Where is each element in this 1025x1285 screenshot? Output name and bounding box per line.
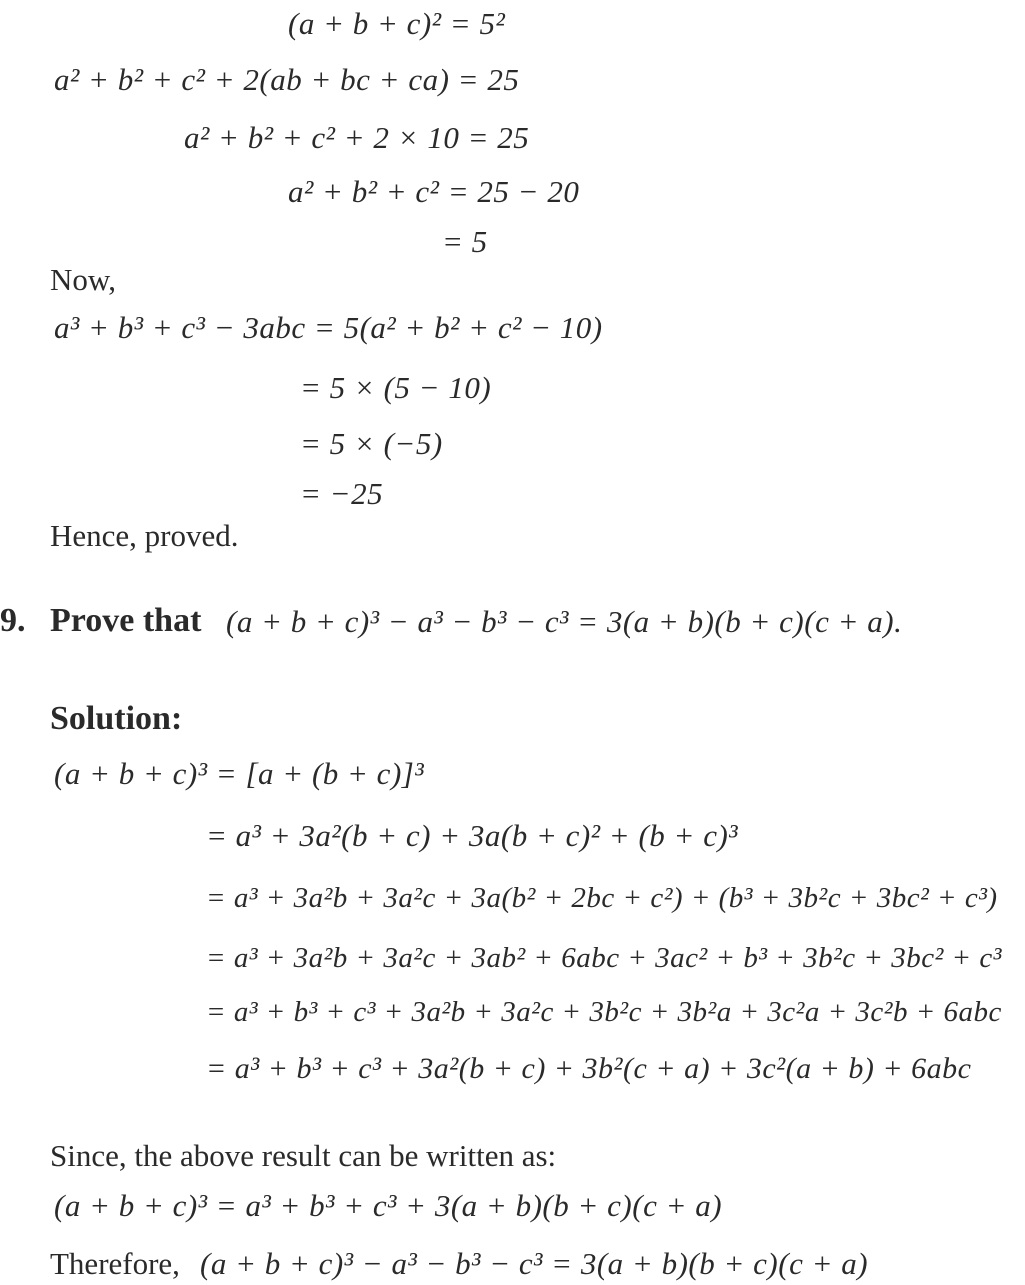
equation-line-6: a³ + b³ + c³ − 3abc = 5(a² + b² + c² − 10) <box>54 310 603 345</box>
solution-line-6: = a³ + b³ + c³ + 3a²(b + c) + 3b²(c + a) + 3c²(a + b) + 6abc <box>206 1052 972 1085</box>
question-expression: (a + b + c)³ − a³ − b³ − c³ = 3(a + b)(b + c)(c + a). <box>226 604 903 639</box>
solution-label: Solution: <box>50 700 183 737</box>
question-prefix: Prove that <box>50 602 202 639</box>
equation-line-5: = 5 <box>442 224 488 259</box>
question-number: 9. <box>0 602 26 639</box>
solution-line-1: (a + b + c)³ = [a + (b + c)]³ <box>54 756 425 791</box>
therefore-expression: (a + b + c)³ − a³ − b³ − c³ = 3(a + b)(b + c)(c + a) <box>200 1246 869 1281</box>
equation-line-3: a² + b² + c² + 2 × 10 = 25 <box>184 120 530 155</box>
solution-line-2: = a³ + 3a²(b + c) + 3a(b + c)² + (b + c)³ <box>206 818 739 853</box>
solution-line-5: = a³ + b³ + c³ + 3a²b + 3a²c + 3b²c + 3b²a + 3c²a + 3c²b + 6abc <box>206 996 1002 1028</box>
equation-line-1: (a + b + c)² = 5² <box>288 6 506 41</box>
equation-line-2: a² + b² + c² + 2(ab + bc + ca) = 25 <box>54 62 520 97</box>
equation-line-9: = −25 <box>300 476 384 511</box>
hence-label: Hence, proved. <box>50 518 239 553</box>
equation-line-4: a² + b² + c² = 25 − 20 <box>288 174 580 209</box>
now-label: Now, <box>50 262 117 297</box>
solution-line-4: = a³ + 3a²b + 3a²c + 3ab² + 6abc + 3ac² + b³ + 3b²c + 3bc² + c³ <box>206 942 1002 974</box>
equation-line-8: = 5 × (−5) <box>300 426 443 461</box>
since-label: Since, the above result can be written as: <box>50 1138 557 1173</box>
therefore-label: Therefore, <box>50 1246 180 1281</box>
equation-line-7: = 5 × (5 − 10) <box>300 370 492 405</box>
solution-line-3: = a³ + 3a²b + 3a²c + 3a(b² + 2bc + c²) + (b³ + 3b²c + 3bc² + c³) <box>206 882 998 914</box>
since-expression: (a + b + c)³ = a³ + b³ + c³ + 3(a + b)(b + c)(c + a) <box>54 1188 723 1223</box>
